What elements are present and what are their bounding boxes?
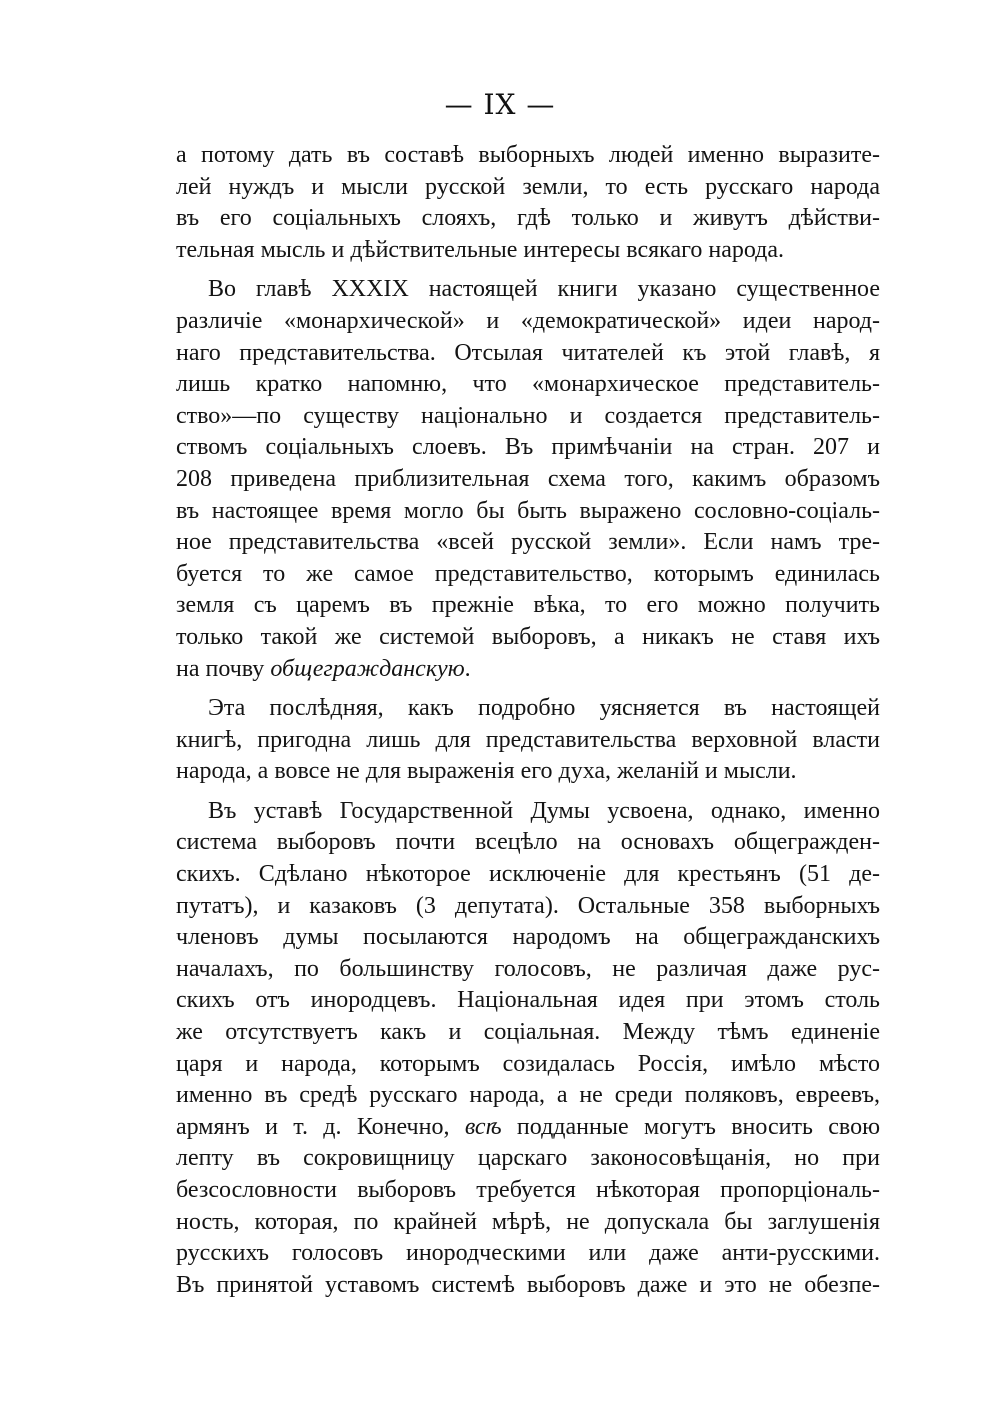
paragraph [176, 796, 880, 1302]
text-line [176, 559, 880, 591]
text-line [176, 1270, 880, 1302]
line-text: народа, а вовсе не для выраженія его духа, желаній и мысли. [176, 758, 797, 785]
line-text: русскихъ голосовъ инородческими или даже анти-русскими. [176, 1240, 880, 1267]
line-text: книгѣ, пригодна лишь для представительства верховной власти [176, 726, 880, 753]
text-line [176, 235, 880, 267]
text-line [176, 922, 880, 954]
italic-text: общегражданскую [270, 655, 465, 682]
text-line [176, 725, 880, 757]
line-text: лепту въ сокровищницу царскаго законосовѣщанія, но при [176, 1145, 880, 1172]
line-text: царя и народа, которымъ созидалась Россія, имѣло мѣсто [176, 1050, 880, 1077]
text-line [176, 527, 880, 559]
text-line [176, 985, 880, 1017]
text-line [176, 622, 880, 654]
line-text: безсословности выборовъ требуется нѣкоторая пропорціональ- [176, 1177, 880, 1203]
line-text: наго представительства. Отсылая читателей къ этой главѣ, я [176, 339, 880, 366]
line-text: ное представительства «всей русской земли». Если намъ тре- [176, 529, 880, 556]
line-text: въ его соціальныхъ слояхъ, гдѣ только и живутъ дѣйстви- [176, 205, 880, 232]
text-line [176, 203, 880, 235]
line-text: ство»—по существу національно и создается представитель- [176, 402, 880, 429]
text-line [176, 369, 880, 401]
line-text-after: . [464, 655, 471, 682]
text-line [176, 654, 880, 686]
body-text [176, 140, 880, 1301]
line-text: скихъ отъ инородцевъ. Національная идея при этомъ столь [176, 987, 880, 1014]
text-line [176, 954, 880, 986]
text-line [176, 1112, 880, 1144]
line-text: земля съ царемъ въ прежніе вѣка, то его можно получить [176, 592, 880, 619]
text-line [176, 1175, 880, 1207]
text-line [176, 1080, 880, 1112]
text-line [176, 172, 880, 204]
italic-text: всѣ [464, 1113, 502, 1140]
text-line [176, 859, 880, 891]
line-text: началахъ, по большинству голосовъ, не различая даже рус- [176, 955, 880, 982]
line-text: членовъ думы посылаются народомъ на общегражданскихъ [176, 924, 880, 951]
line-text: лишь кратко напомню, что «монархическое представитель- [176, 371, 880, 398]
line-text: ствомъ соціальныхъ слоевъ. Въ примѣчаніи на стран. 207 и [176, 434, 880, 461]
text-line [176, 401, 880, 433]
line-text: Въ принятой уставомъ системѣ выборовъ даже и это не обезпе- [176, 1271, 880, 1298]
line-text: въ настоящее время могло бы быть выражено сословно-соціаль- [176, 497, 880, 524]
text-line [176, 1207, 880, 1239]
line-text: а потому дать въ составѣ выборныхъ людей именно выразите- [176, 142, 880, 168]
line-text: же отсутствуетъ какъ и соціальная. Между тѣмъ единеніе [176, 1019, 880, 1046]
line-text: система выборовъ почти всецѣло на основахъ общегражден- [176, 829, 880, 856]
paragraph [176, 274, 880, 685]
line-text: именно въ средѣ русскаго народа, а не среди поляковъ, евреевъ, [176, 1082, 880, 1109]
paragraph-gap [176, 266, 880, 274]
text-line [176, 274, 880, 306]
line-text: только такой же системой выборовъ, а никакъ не ставя ихъ [176, 623, 880, 650]
page-number: — IX — [444, 88, 556, 121]
line-text: Во главѣ XXXIX настоящей книги указано существенное [208, 276, 880, 303]
line-text: Въ уставѣ Государственной Думы усвоена, однако, именно [208, 797, 880, 824]
line-text: скихъ. Сдѣлано нѣкоторое исключеніе для крестьянъ (51 де- [176, 861, 880, 888]
paragraph-gap [176, 788, 880, 796]
paragraph [176, 693, 880, 788]
text-line [176, 464, 880, 496]
line-text: Эта послѣдняя, какъ подробно уясняется въ настоящей [208, 695, 880, 722]
text-line [176, 590, 880, 622]
text-line [176, 140, 880, 172]
text-line [176, 1017, 880, 1049]
line-text: тельная мысль и дѣйствительные интересы всякаго народа. [176, 236, 785, 263]
text-line [176, 1238, 880, 1270]
text-line [176, 496, 880, 528]
line-text: путатъ), и казаковъ (3 депутата). Остальные 358 выборныхъ [176, 892, 880, 919]
text-line [176, 827, 880, 859]
line-text: 208 приведена приблизительная схема того, какимъ образомъ [176, 465, 880, 492]
line-text: армянъ и т. д. Конечно, [176, 1113, 465, 1140]
line-text-after: подданные могутъ вносить свою [501, 1113, 880, 1140]
paragraph-gap [176, 685, 880, 693]
line-text: ность, которая, по крайней мѣрѣ, не допускала бы заглушенія [176, 1208, 880, 1235]
line-text: на почву [176, 655, 271, 682]
text-line [176, 693, 880, 725]
text-line [176, 796, 880, 828]
text-line [176, 432, 880, 464]
text-line [176, 338, 880, 370]
text-line [176, 891, 880, 923]
line-text: лей нуждъ и мысли русской земли, то есть русскаго народа [176, 173, 880, 200]
text-line [176, 306, 880, 338]
line-text: различіе «монархической» и «демократической» идеи народ- [176, 307, 880, 334]
text-line [176, 756, 880, 788]
text-line [176, 1143, 880, 1175]
paragraph [176, 140, 880, 266]
text-line [176, 1049, 880, 1081]
line-text: буется то же самое представительство, которымъ единилась [176, 560, 880, 587]
